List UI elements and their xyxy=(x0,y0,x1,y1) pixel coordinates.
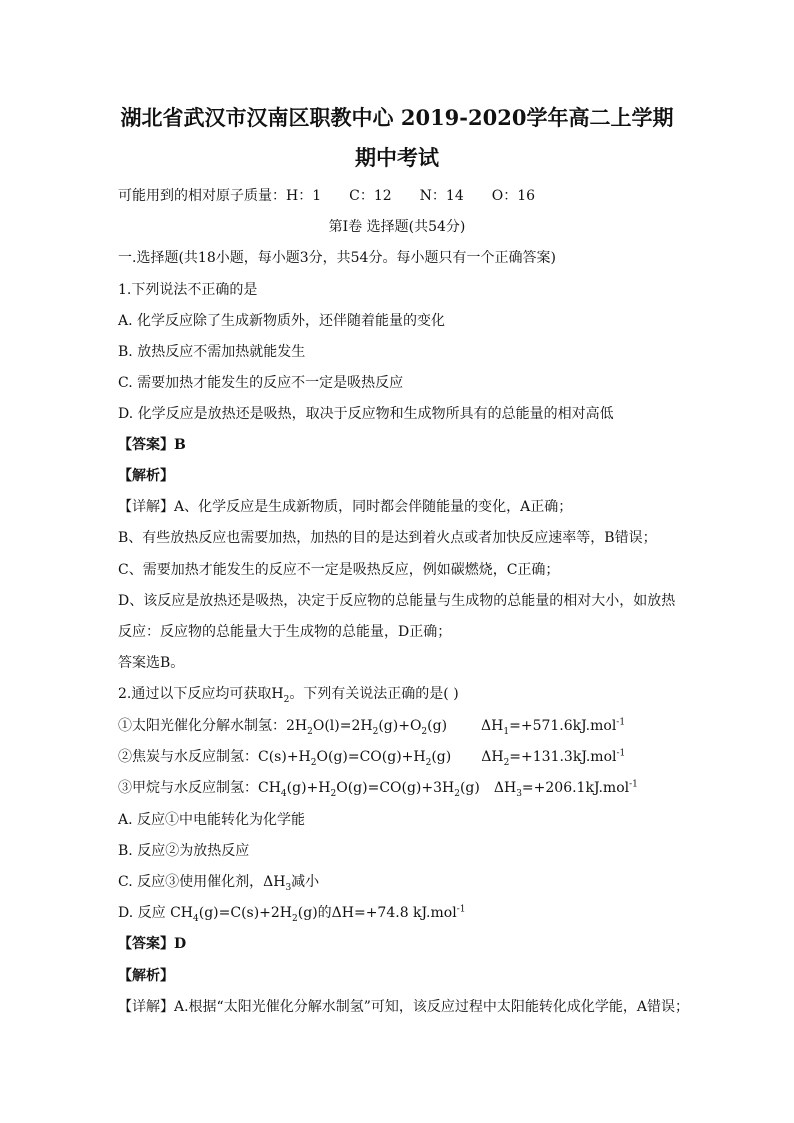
q1-option-d: D. 化学反应是放热还是吸热，取决于反应物和生成物所具有的总能量的相对高低 xyxy=(118,406,614,422)
atomic-mass-n: N：14 xyxy=(419,188,464,204)
reaction-3-enthalpy-subscript: 3 xyxy=(516,788,522,799)
reaction-1-eq-part: 2H xyxy=(286,718,308,734)
section-instructions: 一.选择题(共18小题，每小题3分，共54分。每小题只有一个正确答案) xyxy=(118,250,556,266)
reaction-1-subscript: 2 xyxy=(421,726,428,737)
reaction-2-label: ②焦炭与水反应制氢： xyxy=(118,749,258,765)
reaction-3-subscript: 2 xyxy=(330,788,337,799)
reaction-1-enthalpy-superscript: -1 xyxy=(616,717,626,728)
reaction-3-eq-part: (g) xyxy=(459,780,480,796)
reaction-2-enthalpy-value: =+131.3kJ.mol xyxy=(509,749,617,765)
reaction-2-subscript: 2 xyxy=(425,757,432,768)
atomic-mass-line xyxy=(118,186,535,206)
q1-option-a: A. 化学反应除了生成新物质外，还伴随着能量的变化 xyxy=(118,313,446,329)
q2-option-d-text: (g)=C(s)+2H xyxy=(198,905,293,921)
document-title-line-1: 湖北省武汉市汉南区职教中心 2019-2020学年高二上学期 xyxy=(120,105,674,130)
section-heading: 第Ⅰ卷 选择题(共54分) xyxy=(328,219,466,235)
reaction-3-eq-part: (g)+H xyxy=(286,780,331,796)
q1-stem: 1.下列说法不正确的是 xyxy=(118,282,258,298)
reaction-1-enthalpy-symbol: ΔH xyxy=(481,718,504,734)
reaction-1-enthalpy-value: =+571.6kJ.mol xyxy=(509,718,617,734)
q1-answer: 【答案】B xyxy=(118,437,186,453)
q1-analysis-label: 【解析】 xyxy=(118,468,174,484)
reaction-1-eq-part: (g) xyxy=(427,718,448,734)
q2-option-c-subscript: 3 xyxy=(285,882,292,893)
reaction-3-enthalpy-symbol: ΔH xyxy=(493,780,517,796)
reaction-3-eq-part: CH xyxy=(258,780,281,796)
reaction-2-eq-part: O(g)=CO(g)+H xyxy=(316,749,426,765)
atomic-mass-label: 可能用到的相对原子质量： xyxy=(118,188,286,204)
q1-detail-4: D、该反应是放热还是吸热，决定于反应物的总能量与生成物的总能量的相对大小，如放热 xyxy=(118,593,676,609)
atomic-mass-c: C：12 xyxy=(349,188,392,204)
q2-option-c-tail: 减小 xyxy=(291,874,320,890)
reaction-3-subscript: 2 xyxy=(454,788,460,799)
atomic-mass-o: O：16 xyxy=(491,188,536,204)
q2-reaction-1 xyxy=(118,716,625,736)
q2-stem xyxy=(118,684,459,704)
reaction-2-subscript: 2 xyxy=(310,757,317,768)
q1-option-b: B. 放热反应不需加热就能发生 xyxy=(118,344,306,360)
reaction-2-enthalpy-superscript: -1 xyxy=(616,748,626,759)
q2-option-b: B. 反应②为放热反应 xyxy=(118,843,250,859)
q2-detail-1: 【详解】A.根据“太阳光催化分解水制氢”可知，该反应过程中太阳能转化成化学能，A错误； xyxy=(118,999,689,1015)
reaction-1-subscript: 2 xyxy=(307,726,313,737)
q1-detail-5: 反应：反应物的总能量大于生成物的总能量，D正确； xyxy=(118,624,452,640)
q2-option-d xyxy=(118,903,465,923)
reaction-2-eq-part: (g) xyxy=(431,749,452,765)
q1-option-c: C. 需要加热才能发生的反应不一定是吸热反应 xyxy=(118,375,404,391)
reaction-1-enthalpy-subscript: 1 xyxy=(503,726,510,737)
q2-stem-subscript: 2 xyxy=(283,694,290,705)
reaction-3-eq-part: O(g)=CO(g)+3H xyxy=(336,780,455,796)
reaction-2-eq-part: C(s)+H xyxy=(258,749,311,765)
document-title-line-2: 期中考试 xyxy=(355,145,439,170)
q2-analysis-label: 【解析】 xyxy=(118,968,174,984)
q1-conclusion: 答案选B。 xyxy=(118,655,185,671)
q2-option-a: A. 反应①中电能转化为化学能 xyxy=(118,812,306,828)
q2-option-d-superscript: -1 xyxy=(456,904,466,915)
reaction-3-enthalpy-value: =+206.1kJ.mol xyxy=(521,780,630,796)
q2-option-d-subscript: 4 xyxy=(193,913,199,924)
atomic-mass-h: H：1 xyxy=(286,188,322,204)
reaction-3-enthalpy-superscript: -1 xyxy=(629,779,638,790)
q2-stem-text: 2.通过以下反应均可获取H xyxy=(118,686,284,702)
q2-stem-tail: 。下列有关说法正确的是( ) xyxy=(289,686,459,702)
reaction-1-label: ①太阳光催化分解水制氢： xyxy=(118,718,286,734)
q1-detail-3: C、需要加热才能发生的反应不一定是吸热反应，例如碳燃烧，C正确； xyxy=(118,562,560,578)
q2-reaction-3 xyxy=(118,778,638,798)
q1-detail-1: 【详解】A、化学反应是生成新物质，同时都会伴随能量的变化，A正确； xyxy=(118,499,573,515)
reaction-3-subscript: 4 xyxy=(280,788,287,799)
reaction-1-eq-part: O(l)=2H xyxy=(312,718,373,734)
q1-detail-2: B、有些放热反应也需要加热，加热的目的是达到着火点或者加快反应速率等，B错误； xyxy=(118,530,657,546)
reaction-1-eq-part: (g)+O xyxy=(378,718,422,734)
reaction-2-enthalpy-subscript: 2 xyxy=(503,757,510,768)
q2-reaction-2 xyxy=(118,747,625,767)
q2-option-c xyxy=(118,872,319,892)
q2-option-d-subscript: 2 xyxy=(292,913,298,924)
q2-answer: 【答案】D xyxy=(118,936,187,952)
reaction-3-label: ③甲烷与水反应制氢： xyxy=(118,780,258,796)
q2-option-d-text: (g)的ΔH=+74.8 kJ.mol xyxy=(297,905,457,921)
reaction-1-subscript: 2 xyxy=(372,726,379,737)
reaction-2-enthalpy-symbol: ΔH xyxy=(481,749,504,765)
q2-option-d-text: D. 反应 CH xyxy=(118,905,193,921)
q2-option-c-text: C. 反应③使用催化剂，ΔH xyxy=(118,874,286,890)
